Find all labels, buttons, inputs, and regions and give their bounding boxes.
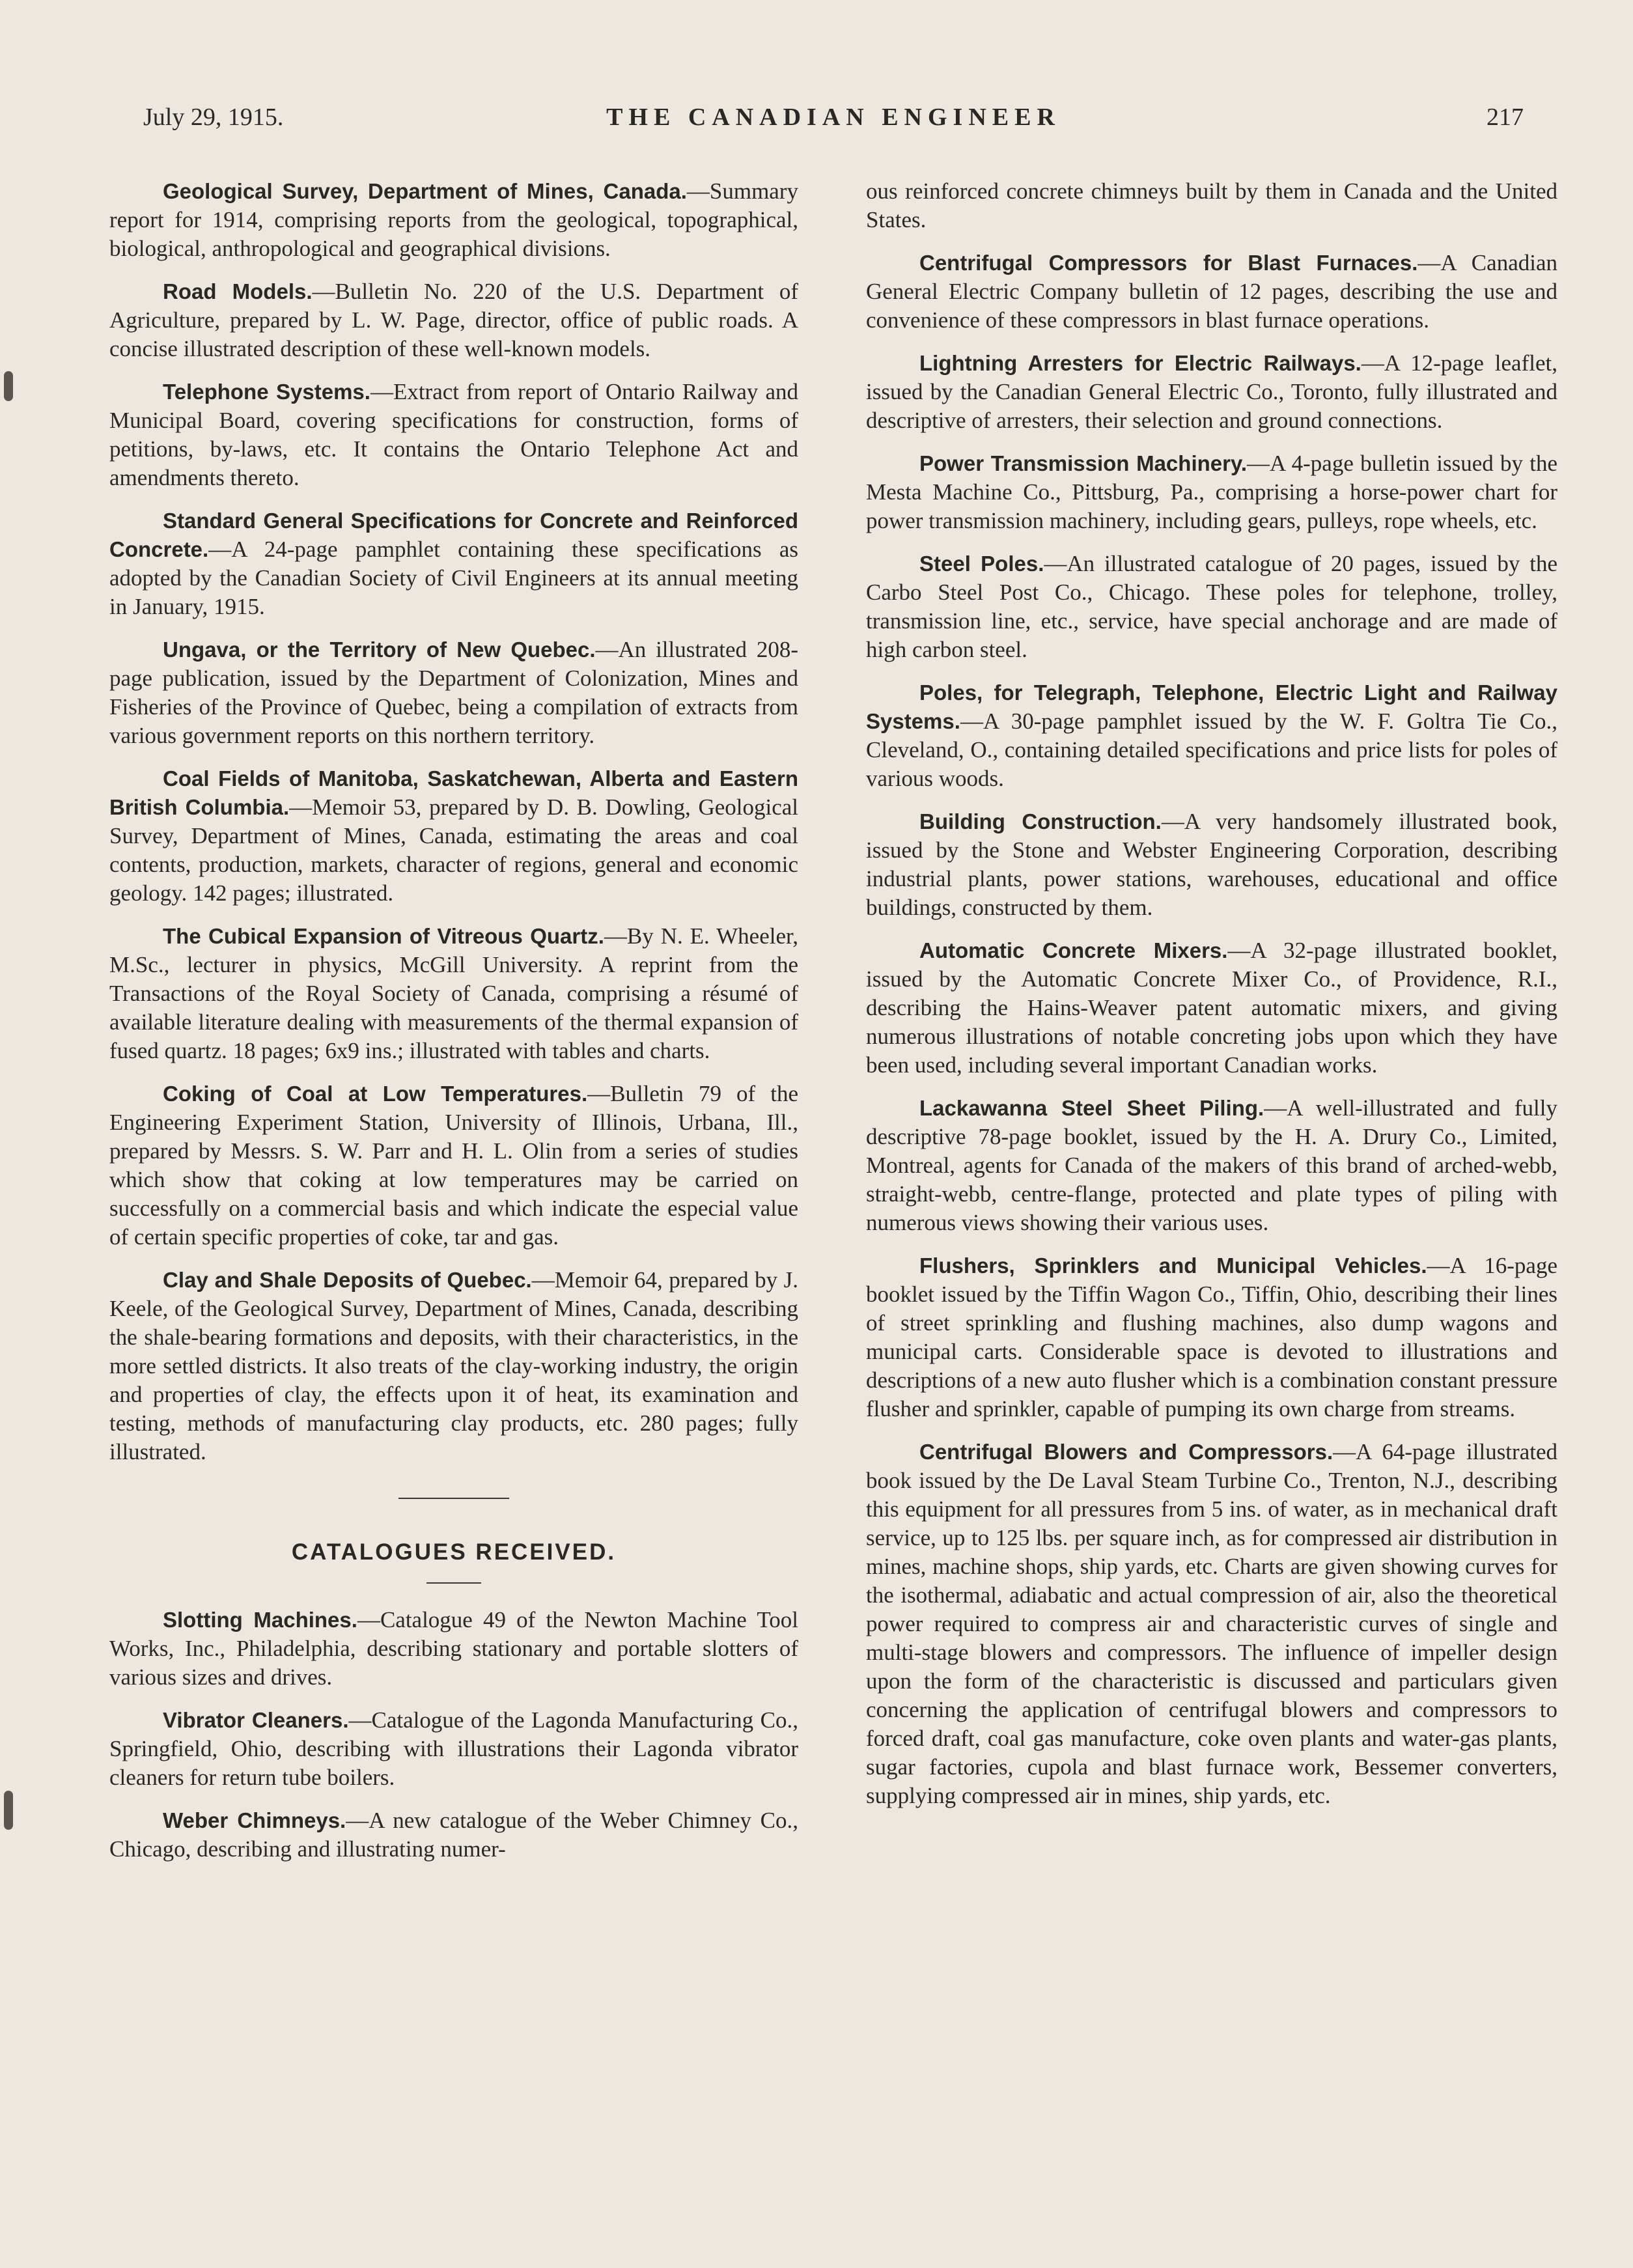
catalogue-entry	[866, 1438, 1557, 1810]
entry-title: Ungava, or the Territory of New Quebec.	[163, 637, 596, 662]
entry-text: —A 4-page bulletin issued by the Mesta Machine Co., Pittsburg, Pa., comprising a horse-power chart for power transmission machinery, including gears, pulleys, rope wheels, etc.	[866, 451, 1558, 533]
entry-title: Flushers, Sprinklers and Municipal Vehicles.	[919, 1253, 1427, 1278]
entry-text: —An illustrated catalogue of 20 pages, issued by the Carbo Steel Post Co., Chicago. These poles for telephone, trolley, transmission line, etc., service, have special anchorage and are made of high carbon steel.	[866, 551, 1557, 662]
entry-title: Steel Poles.	[919, 552, 1044, 576]
entry-text: —A Canadian General Electric Company bulletin of 12 pages, describing the use and convenience of these compressors in blast furnace operations.	[866, 250, 1557, 333]
entry-title: Lightning Arresters for Electric Railways.	[919, 351, 1361, 375]
catalogue-entry	[866, 936, 1557, 1080]
entry-text: —A 16-page booklet issued by the Tiffin Wagon Co., Tiffin, Ohio, describing their lines of street sprinkling and flushing machines, also dump wagons and municipal carts. Considerable space is devoted to illustrations and descriptions of a new auto flusher which is a combination constant pressure flusher and sprinkler, capable of pumping its own charge from streams.	[866, 1253, 1557, 1421]
heading-divider	[426, 1582, 481, 1584]
binding-mark	[4, 371, 13, 401]
journal-title: THE CANADIAN ENGINEER	[606, 104, 1061, 131]
entry-text: —A 24-page pamphlet containing these specifications as adopted by the Canadian Society of Civil Engineers at its annual meeting in January, 1915.	[109, 537, 798, 619]
running-head	[143, 103, 1524, 142]
catalogue-entry	[109, 1806, 798, 1864]
entry-text: —A well-illustrated and fully descriptive 78-page booklet, issued by the H. A. Drury Co., Limited, Montreal, agents for Canada of the makers of this brand of arched-webb, straight-webb, centre-flange, protected and plate types of piling with numerous views showing their various uses.	[866, 1095, 1557, 1235]
publication-entry	[109, 378, 798, 492]
publication-entry	[109, 1266, 798, 1466]
entry-text: —Catalogue of the Lagonda Manufacturing Co., Springfield, Ohio, describing with illustrations their Lagonda vibrator cleaners for return tube boilers.	[109, 1707, 798, 1790]
right-column	[866, 177, 1557, 1825]
catalogue-entry	[866, 449, 1557, 535]
continued-text: ous reinforced concrete chimneys built by them in Canada and the United States.	[866, 178, 1557, 232]
entry-text: —A 32-page illustrated booklet, issued by the Automatic Concrete Mixer Co., of Providence, R.I., describing the Hains-Weaver patent automatic mixers, and giving numerous illustrations of notable concreting jobs upon which they have been used, including several important Canadian works.	[866, 938, 1557, 1078]
publication-entry	[109, 636, 798, 750]
catalogue-entry	[866, 1252, 1557, 1423]
entry-text: —A new catalogue of the Weber Chimney Co., Chicago, describing and illustrating numer-	[109, 1808, 799, 1862]
binding-mark	[4, 1791, 13, 1830]
publication-entry	[109, 922, 798, 1065]
entry-title: The Cubical Expansion of Vitreous Quartz.	[163, 924, 604, 948]
entry-text: —Memoir 53, prepared by D. B. Dowling, Geological Survey, Department of Mines, Canada, estimating the areas and coal contents, production, markets, character of regions, general and economic geology. 142 pages; illustrated.	[109, 794, 798, 906]
entry-title: Centrifugal Blowers and Compressors.	[919, 1440, 1333, 1464]
catalogue-entry	[109, 1706, 798, 1792]
entry-title: Poles, for Telegraph, Telephone, Electric Light and Railway Systems.	[866, 680, 1557, 733]
catalogue-entry	[866, 679, 1557, 793]
publication-entry	[109, 277, 798, 363]
entry-title: Standard General Specifications for Concrete and Reinforced Concrete.	[109, 509, 798, 561]
entry-title: Weber Chimneys.	[163, 1808, 346, 1832]
catalogue-entry	[866, 249, 1557, 335]
entry-text: —A 30-page pamphlet issued by the W. F. Goltra Tie Co., Cleveland, O., containing detailed specifications and price lists for poles of various woods.	[866, 708, 1557, 791]
catalogue-entry	[866, 807, 1557, 922]
entry-title: Automatic Concrete Mixers.	[919, 938, 1228, 962]
entry-text: —Extract from report of Ontario Railway and Municipal Board, covering specifications for construction, forms of petitions, by-laws, etc. It contains the Ontario Telephone Act and amendments thereto.	[109, 379, 798, 490]
entry-text: —By N. E. Wheeler, M.Sc., lecturer in physics, McGill University. A reprint from the Transactions of the Royal Society of Canada, comprising a résumé of available literature dealing with measurements of the thermal expansion of fused quartz. 18 pages; 6x9 ins.; illustrated with tables and charts.	[109, 923, 799, 1063]
catalogue-entry	[109, 1606, 798, 1692]
publication-entry	[109, 764, 798, 908]
catalogue-entry	[866, 349, 1557, 435]
entry-title: Building Construction.	[919, 809, 1162, 833]
entry-title: Lackawanna Steel Sheet Piling.	[919, 1096, 1264, 1120]
publication-entry	[109, 1080, 798, 1252]
entry-text: —Catalogue 49 of the Newton Machine Tool Works, Inc., Philadelphia, describing stationary and portable slotters of various sizes and drives.	[109, 1607, 798, 1690]
entry-title: Clay and Shale Deposits of Quebec.	[163, 1268, 532, 1292]
entry-text: —Bulletin 79 of the Engineering Experiment Station, University of Illinois, Urbana, Ill., prepared by Messrs. S. W. Parr and H. L. Olin from a series of studies which show that coking at low temperatures may be carried on successfully on a commercial basis and which indicate the especial value of certain specific properties of coke, tar and gas.	[109, 1081, 798, 1250]
entry-title: Coking of Coal at Low Temperatures.	[163, 1082, 588, 1106]
publication-entry	[109, 177, 798, 263]
entry-text: —Bulletin No. 220 of the U.S. Department of Agriculture, prepared by L. W. Page, director, office of public roads. A concise illustrated description of these well-known models.	[109, 279, 798, 361]
publication-entry	[109, 507, 798, 621]
entry-text: —A very handsomely illustrated book, issued by the Stone and Webster Engineering Corporation, describing industrial plants, power stations, warehouses, educational and office buildings, constructed by them.	[866, 809, 1558, 920]
entry-title: Power Transmission Machinery.	[919, 451, 1248, 475]
entry-text: —Summary report for 1914, comprising reports from the geological, topographical, biological, anthropological and geographical divisions.	[109, 178, 798, 261]
entry-text: —A 12-page leaflet, issued by the Canadian General Electric Co., Toronto, fully illustrated and descriptive of arresters, their selection and ground connections.	[866, 350, 1557, 433]
catalogue-entry	[866, 1094, 1557, 1237]
entry-title: Road Models.	[163, 279, 313, 303]
catalogue-entry	[866, 550, 1557, 664]
page-number: 217	[1486, 104, 1524, 131]
entry-title: Slotting Machines.	[163, 1608, 357, 1632]
entry-title: Vibrator Cleaners.	[163, 1708, 349, 1732]
left-column	[109, 177, 798, 1878]
entry-title: Centrifugal Compressors for Blast Furnaces.	[919, 251, 1418, 275]
section-divider	[398, 1498, 509, 1499]
entry-text: —A 64-page illustrated book issued by the De Laval Steam Turbine Co., Trenton, N.J., describing this equipment for all pressures from 5 ins. of water, as in mechanical draft service, up to 125 lbs. per square inch, as for compressed air distribution in mines, machine shops, ship yards, etc. Charts are given showing curves for the isothermal, adiabatic and actual compression of air, also the theoretical power required to compress air and characteristic curves of single and multi-stage blowers and compressors. The influence of impeller design upon the form of the characteristic is discussed and particulars given concerning the application of centrifugal blowers and compressors to forced draft, coal gas manufacture, coke oven plants and water-gas plants, sugar factories, cupola and blast furnace work, Bessemer converters, supplying compressed air in mines, ship yards, etc.	[866, 1439, 1557, 1808]
entry-title: Coal Fields of Manitoba, Saskatchewan, Alberta and Eastern British Columbia.	[109, 766, 798, 819]
issue-date: July 29, 1915.	[143, 104, 284, 131]
entry-title: Geological Survey, Department of Mines, Canada.	[163, 179, 687, 203]
entry-text: —An illustrated 208-page publication, issued by the Department of Colonization, Mines and Fisheries of the Province of Quebec, being a compilation of extracts from various government reports on this northern territory.	[109, 637, 798, 748]
catalogues-heading: CATALOGUES RECEIVED.	[291, 1539, 617, 1565]
entry-text: —Memoir 64, prepared by J. Keele, of the Geological Survey, Department of Mines, Canada, describing the shale-bearing formations and deposits, with their characteristics, in the more settled districts. It also treats of the clay-working industry, the origin and properties of clay, the effects upon it of heat, its examination and testing, methods of manufacturing clay products, etc. 280 pages; fully illustrated.	[109, 1267, 798, 1464]
entry-title: Telephone Systems.	[163, 380, 370, 404]
